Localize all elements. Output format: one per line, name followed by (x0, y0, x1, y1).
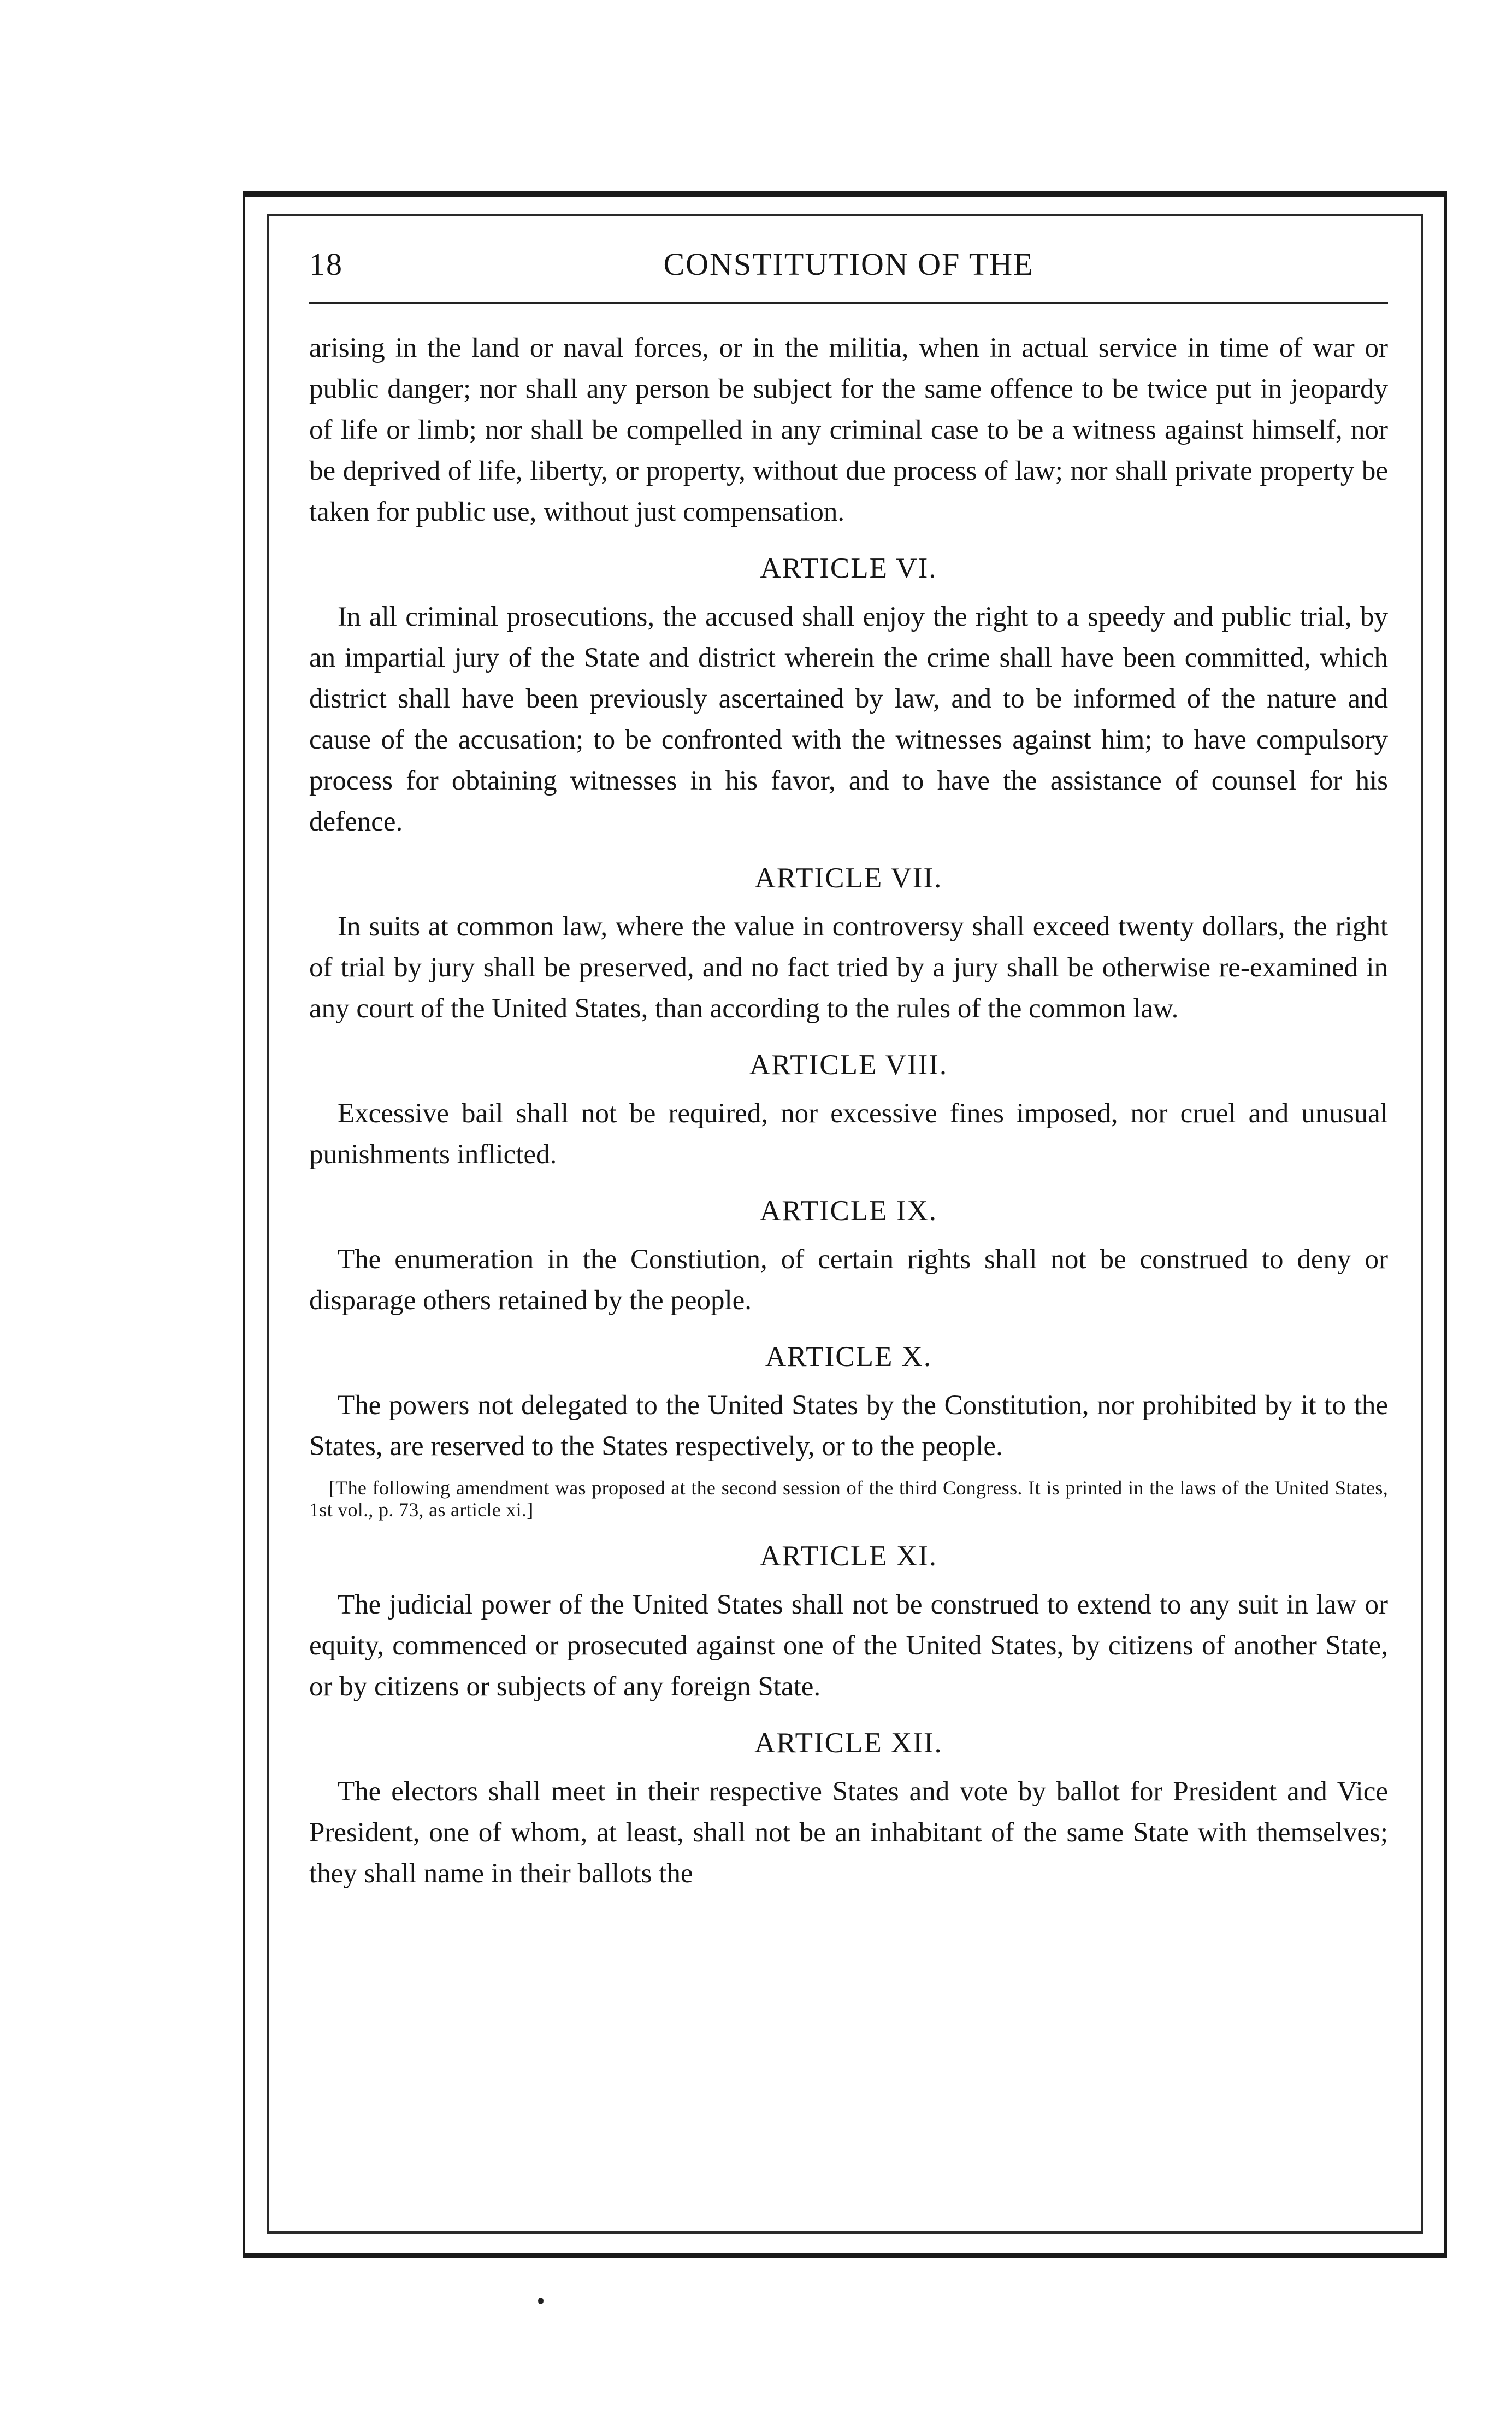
article-heading: ARTICLE XII. (754, 1727, 943, 1759)
opening-paragraph: arising in the land or naval forces, or in the militia, when in actual service in time of war or public danger; nor shall any person be subject for the same offence to be twice put in jeopardy of life or limb; nor shall be compelled in any criminal case to be a witness against himself, nor be deprived of life, liberty, or property, without due process of law; nor shall private property be taken for public use, without just compensation. (309, 333, 1388, 527)
page-number: 18 (309, 246, 343, 282)
article-heading: ARTICLE VI. (760, 552, 937, 584)
article-heading: ARTICLE VII. (754, 862, 943, 894)
article-text: In all criminal prosecutions, the accused shall enjoy the right to a speedy and public trial, by an impartial jury of the State and district wherein the crime shall have been committed, which district shall have been previously ascertained by law, and to be informed of the nature and cause of the accusation; to be confronted with the witnesses against him; to have compulsory process for obtaining witnesses in his favor, and to have the assistance of counsel for his defence. (309, 602, 1388, 837)
page-content (309, 236, 1388, 1894)
article-heading: ARTICLE X. (765, 1341, 932, 1373)
article-text: The judicial power of the United States shall not be construed to extend to any suit in law or equity, commenced or prosecuted against one of the United States, by citizens of another State, or by citizens or subjects of any foreign State. (309, 1589, 1388, 1702)
article-heading: ARTICLE VIII. (749, 1049, 948, 1081)
header-rule (309, 302, 1388, 304)
ink-speck (538, 2298, 544, 2304)
article-text: In suits at common law, where the value in controversy shall exceed twenty dollars, the right of trial by jury shall be preserved, and no fact tried by a jury shall be otherwise re-examined in any court of the United States, than according to the rules of the common law. (309, 911, 1388, 1024)
running-head (309, 236, 1388, 296)
article-heading: ARTICLE IX. (760, 1195, 937, 1227)
article-text: The powers not delegated to the United States by the Constitution, nor prohibited by it to the States, are reserved to the States respectively, or to the people. (309, 1390, 1388, 1462)
page-title: CONSTITUTION OF THE (663, 246, 1034, 282)
article-text: The enumeration in the Constiution, of certain rights shall not be construed to deny or disparage others retained by the people. (309, 1244, 1388, 1316)
editorial-note: [The following amendment was proposed at the second session of the third Congress. It is printed in the laws of the United States, 1st vol., p. 73, as article xi.] (309, 1477, 1388, 1521)
article-heading: ARTICLE XI. (760, 1540, 937, 1572)
article-text: Excessive bail shall not be required, nor excessive fines imposed, nor cruel and unusual punishments inflicted. (309, 1098, 1388, 1170)
article-text: The electors shall meet in their respective States and vote by ballot for President and Vice President, one of whom, at least, shall not be an inhabitant of the same State with themselves; they shall name in their ballots the (309, 1776, 1388, 1889)
